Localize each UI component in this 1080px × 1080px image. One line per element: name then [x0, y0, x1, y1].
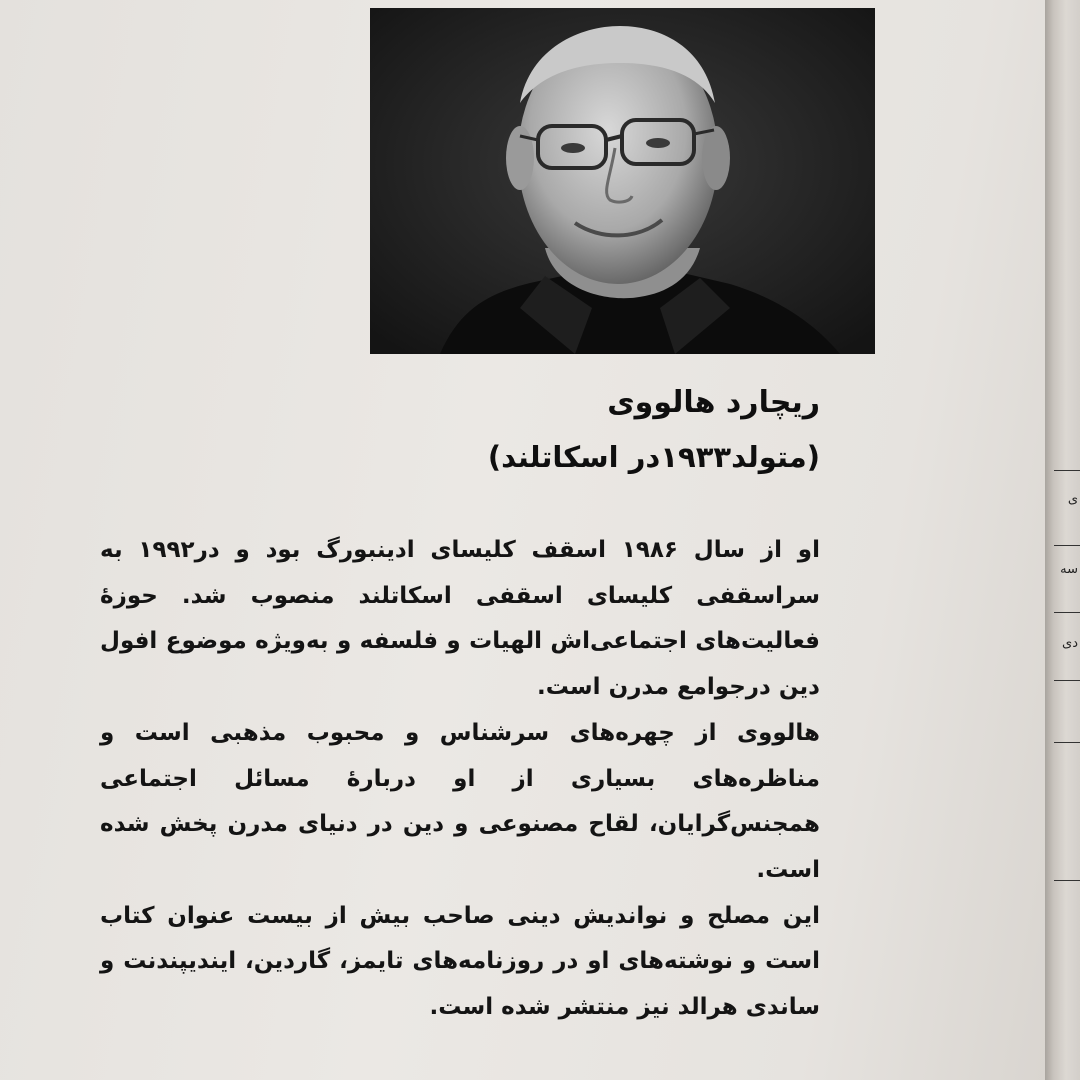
edge-text: ی	[1067, 492, 1078, 507]
edge-rule	[1054, 880, 1080, 881]
portrait-image	[370, 8, 875, 354]
paragraph: هالووی از چهره‌های سرشناس و محبوب مذهبی است و مناظره‌های بسیاری از او دربارهٔ مسائل اجتماعی همجنس‌گرایان، لقاح مصنوعی و دین در دنیای مدرن پخش شده است.	[100, 719, 820, 883]
edge-text: سه	[1060, 562, 1078, 577]
edge-rule	[1054, 680, 1080, 681]
edge-text: دی	[1062, 636, 1078, 651]
biography-text	[100, 528, 820, 1031]
paragraph: او از سال ۱۹۸۶ اسقف کلیسای ادینبورگ بود و در۱۹۹۲ به سراسقفی کلیسای اسقفی اسکاتلند منصوب شد. حوزهٔ فعالیت‌های اجتماعی‌اش الهیات و فلسفه و به‌ویژه موضوع افول دین درجوامع مدرن است.	[100, 537, 820, 701]
edge-rule	[1054, 612, 1080, 613]
birth-subtitle: (متولد۱۹۳۳در اسکاتلند)	[487, 440, 820, 474]
adjacent-page-edge	[1045, 0, 1080, 1080]
edge-rule	[1054, 545, 1080, 546]
person-name-heading: ریچارد هالووی	[607, 385, 820, 420]
paragraph: این مصلح و نواندیش دینی صاحب بیش از بیست عنوان کتاب است و نوشته‌های او در روزنامه‌های تایمز، گاردین، ایندیپندنت و ساندی هرالد نیز منتشر شده است.	[100, 902, 820, 1021]
portrait-photo	[370, 8, 875, 354]
edge-rule	[1054, 742, 1080, 743]
edge-rule	[1054, 470, 1080, 471]
